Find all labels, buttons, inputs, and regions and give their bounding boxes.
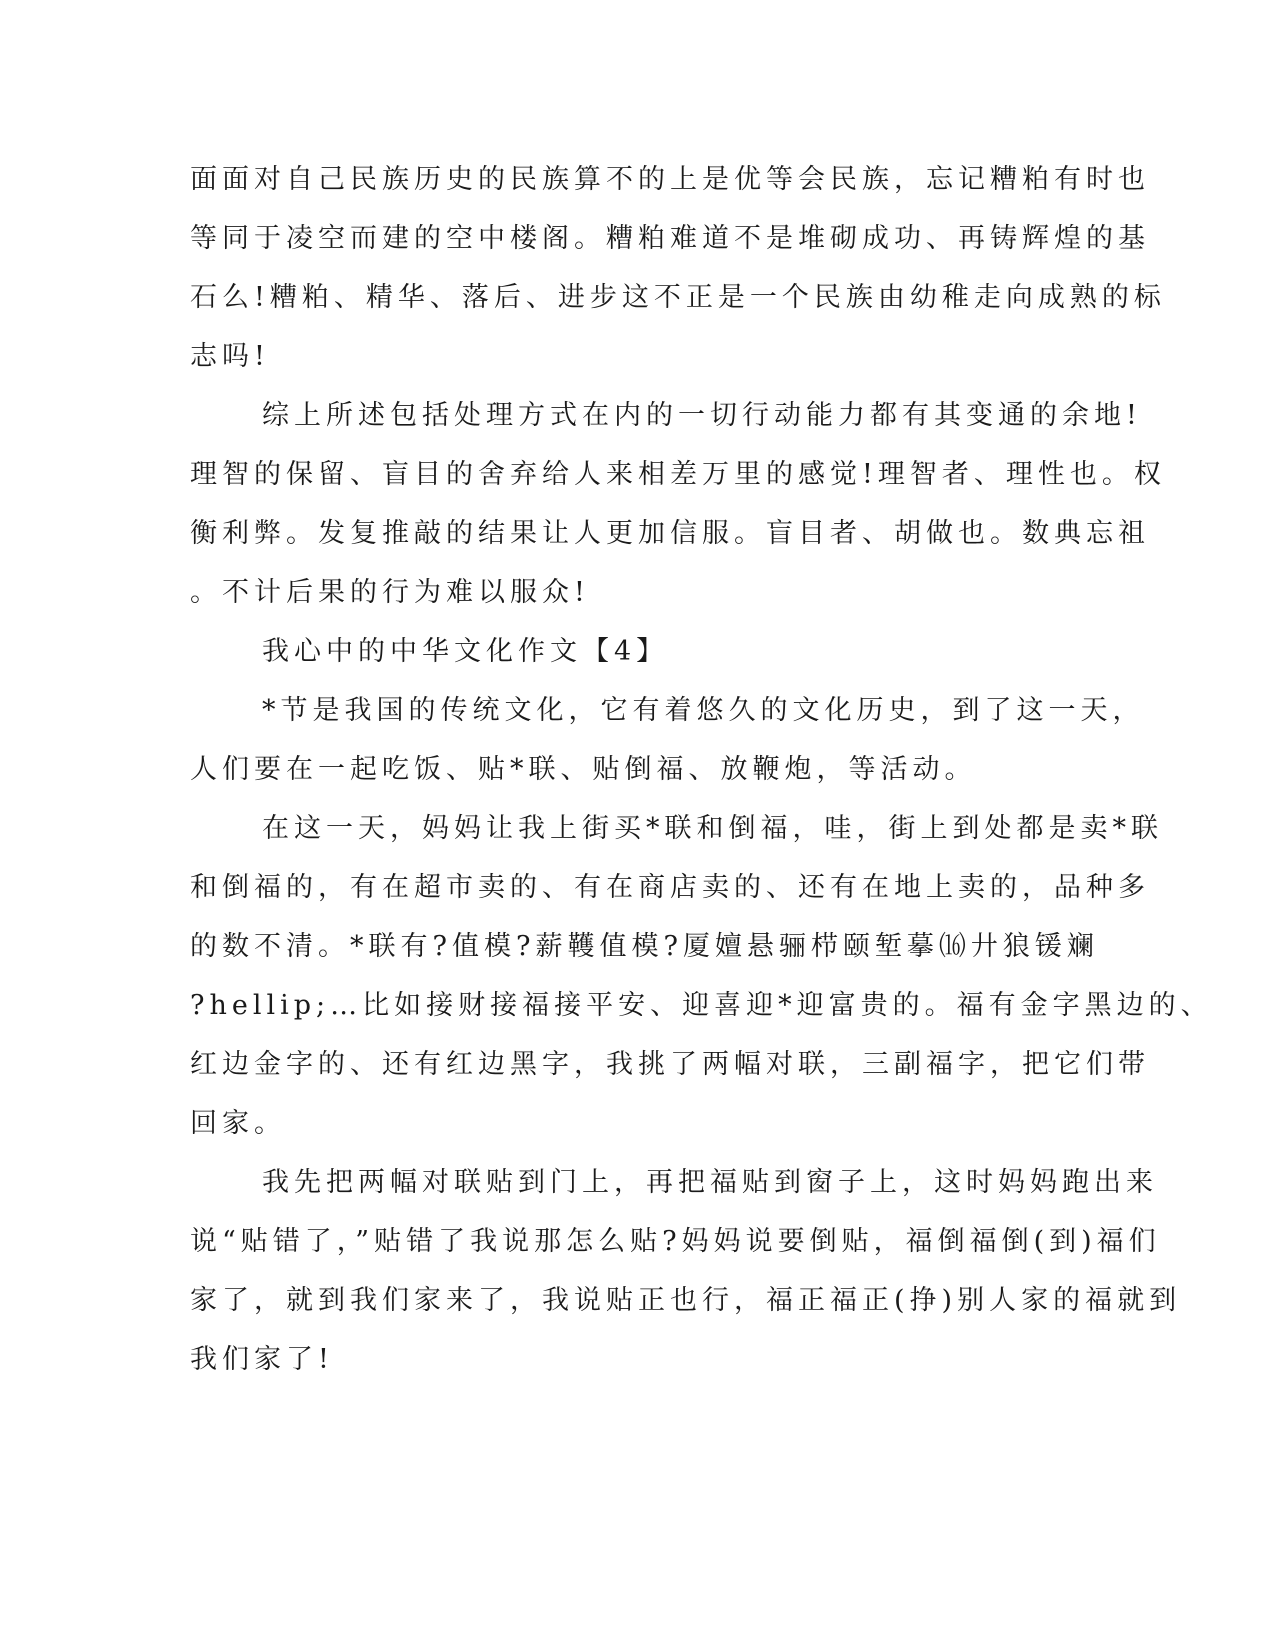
text-line: 回家。 <box>190 1108 286 1139</box>
text-line: 。不计后果的行为难以服众! <box>190 577 590 608</box>
paragraph-start-line: 综上所述包括处理方式在内的一切行动能力都有其变通的余地! <box>262 400 1142 431</box>
text-line: 面面对自己民族历史的民族算不的上是优等会民族，忘记糟粕有时也 <box>190 164 1150 195</box>
text-line: 红边金字的、还有红边黑字，我挑了两幅对联，三副福字，把它们带 <box>190 1049 1150 1080</box>
text-line: 石么!糟粕、精华、落后、进步这不正是一个民族由幼稚走向成熟的标 <box>190 282 1166 313</box>
text-line: ?hellip;…比如接财接福接平安、迎喜迎*迎富贵的。福有金字黑边的、 <box>190 990 1213 1021</box>
text-line: 我们家了! <box>190 1344 334 1375</box>
paragraph-start-line: 在这一天，妈妈让我上街买*联和倒福，哇，街上到处都是卖*联 <box>262 813 1163 844</box>
text-line: 和倒福的，有在超市卖的、有在商店卖的、还有在地上卖的，品种多 <box>190 872 1150 903</box>
text-line: 说“贴错了，”贴错了我说那怎么贴?妈妈说要倒贴，福倒福倒(到)福们 <box>190 1226 1161 1257</box>
text-line: 理智的保留、盲目的舍弃给人来相差万里的感觉!理智者、理性也。权 <box>190 459 1166 490</box>
text-line: 的数不清。*联有?值模?薪韄值模?厦嬗悬骊栉颐堑摹⒃廾狼锾斓 <box>190 931 1099 962</box>
text-line: 衡利弊。发复推敲的结果让人更加信服。盲目者、胡做也。数典忘祖 <box>190 518 1150 549</box>
text-line: 等同于凌空而建的空中楼阁。糟粕难道不是堆砌成功、再铸辉煌的基 <box>190 223 1150 254</box>
text-line: 人们要在一起吃饭、贴*联、贴倒福、放鞭炮，等活动。 <box>190 754 977 785</box>
section-heading: 我心中的中华文化作文【4】 <box>262 636 669 667</box>
text-line: 家了，就到我们家来了，我说贴正也行，福正福正(挣)别人家的福就到 <box>190 1285 1182 1316</box>
paragraph-start-line: 我先把两幅对联贴到门上，再把福贴到窗子上，这时妈妈跑出来 <box>262 1167 1158 1198</box>
text-line: 志吗! <box>190 341 270 372</box>
paragraph-start-line: *节是我国的传统文化，它有着悠久的文化历史，到了这一天， <box>262 695 1145 726</box>
